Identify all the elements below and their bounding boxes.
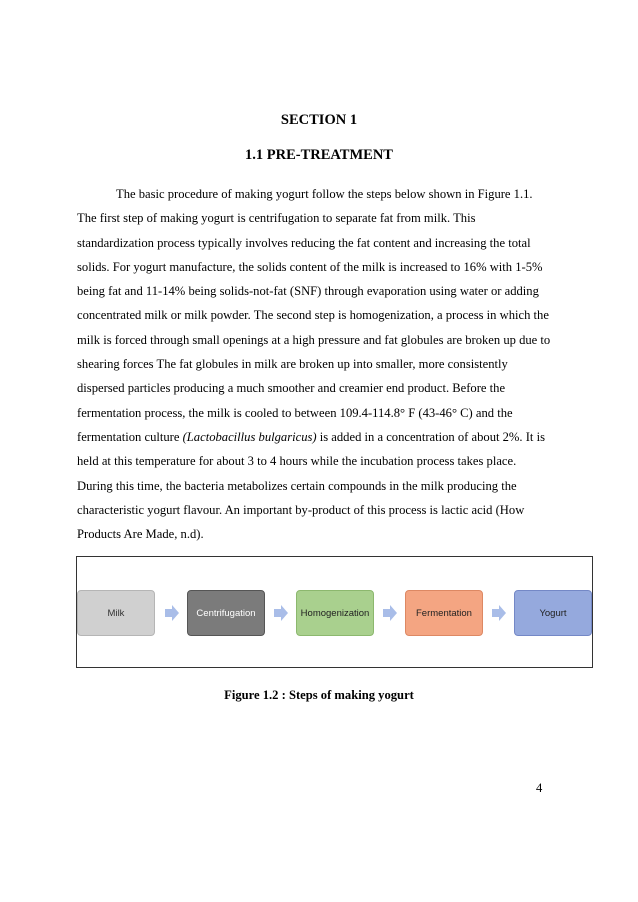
paragraph-line: concentrated milk or milk powder. The second step is homogenization, a process in which the [77, 308, 549, 323]
paragraph-line: dispersed particles producing a much smoother and creamier end product. Before the [77, 381, 506, 396]
line-suffix: is added in a concentration of about 2%. It is [316, 429, 545, 444]
step-centrifugation: Centrifugation [187, 590, 265, 636]
paragraph-line: being fat and 11-14% being solids-not-fat (SNF) through evaporation using water or adding [77, 284, 539, 299]
paragraph-line: standardization process typically involves reducing the fat content and increasing the total [77, 235, 531, 250]
chevron-arrow-right-icon [165, 605, 179, 621]
paragraph-line: characteristic yogurt flavour. An important by-product of this process is lactic acid (How [77, 502, 525, 517]
process-flow [77, 590, 594, 638]
chevron-arrow-right-icon [383, 605, 397, 621]
chevron-arrow-right-icon [274, 605, 288, 621]
paragraph-line: milk is forced through small openings at a high pressure and fat globules are broken up due to [77, 332, 551, 347]
figure-process-diagram [76, 556, 593, 668]
chevron-arrow-right-icon [492, 605, 506, 621]
subsection-heading: 1.1 PRE-TREATMENT [245, 147, 393, 163]
paragraph-line: held at this temperature for about 3 to 4 hours while the incubation process takes place. [77, 454, 517, 469]
figure-caption: Figure 1.2 : Steps of making yogurt [224, 688, 414, 702]
paragraph-line: shearing forces The fat globules in milk are broken up into smaller, more consistently [77, 357, 508, 372]
paragraph-line: fermentation process, the milk is cooled to between 109.4-114.8° F (43-46° C) and the [77, 405, 513, 420]
paragraph-line: Products Are Made, n.d). [77, 527, 204, 542]
page-number: 4 [536, 781, 543, 795]
paragraph-line: During this time, the bacteria metabolizes certain compounds in the milk producing the [77, 478, 517, 493]
section-heading: SECTION 1 [280, 112, 358, 128]
step-yogurt: Yogurt [514, 590, 592, 636]
step-fermentation: Fermentation [405, 590, 483, 636]
body-paragraph [77, 182, 567, 546]
paragraph-line-with-species [77, 425, 567, 449]
paragraph-line: The first step of making yogurt is centrifugation to separate fat from milk. This [77, 211, 476, 226]
step-milk: Milk [77, 590, 155, 636]
step-homogenization: Homogenization [296, 590, 374, 636]
line-prefix: fermentation culture [77, 429, 183, 444]
species-name: (Lactobacillus bulgaricus) [182, 429, 317, 444]
paragraph-line: The basic procedure of making yogurt follow the steps below shown in Figure 1.1. [116, 187, 533, 201]
paragraph-line: solids. For yogurt manufacture, the solids content of the milk is increased to 16% with 1-5% [77, 259, 543, 274]
